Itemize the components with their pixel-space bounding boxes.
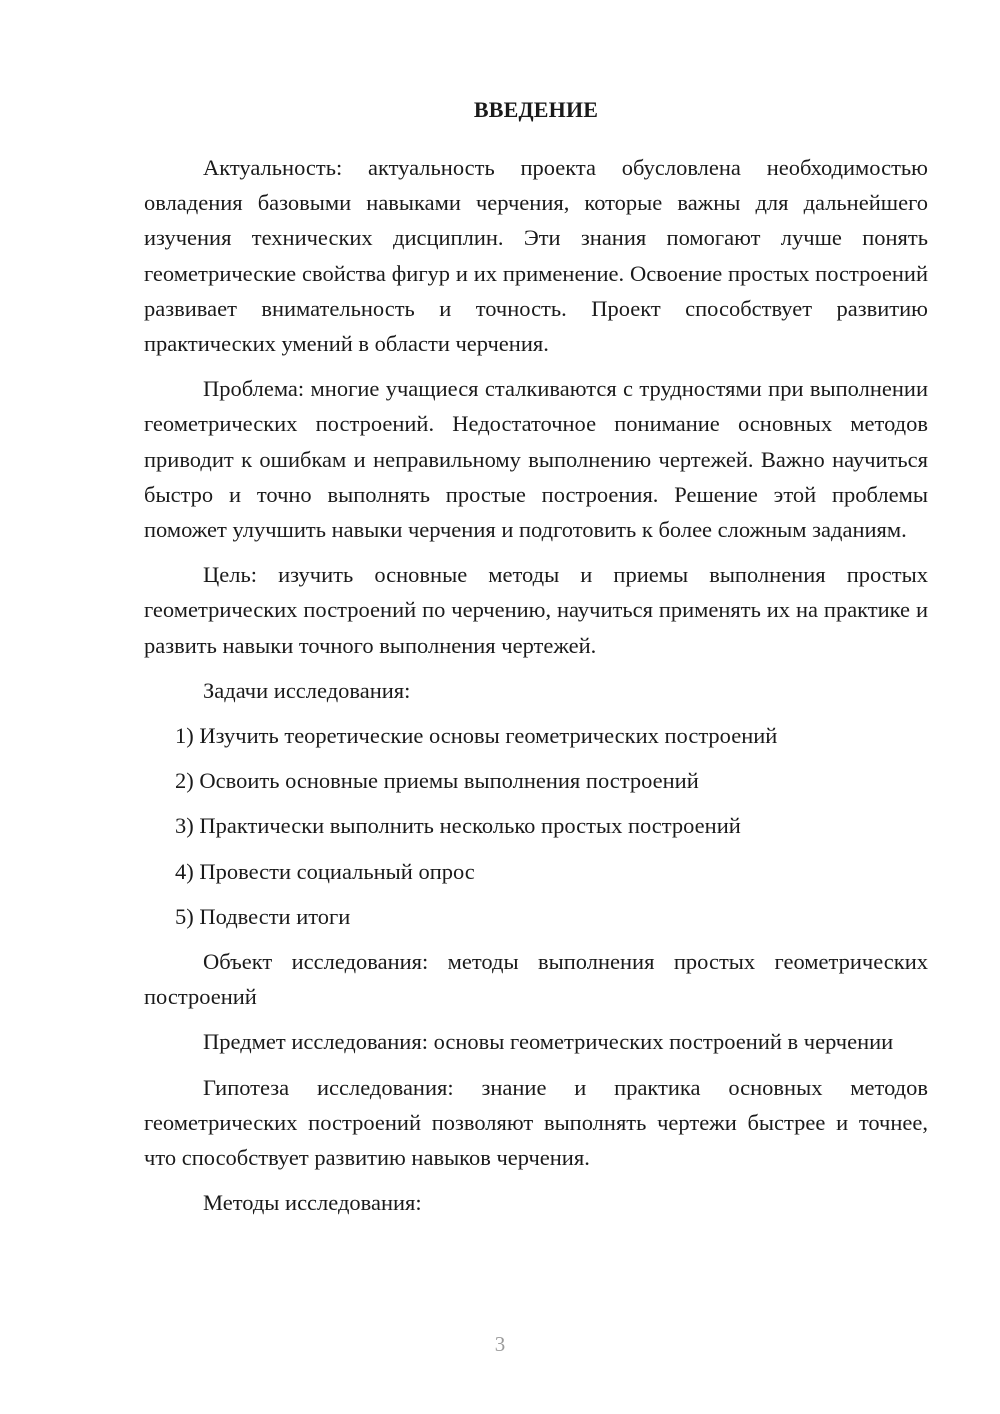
section-heading: ВВЕДЕНИЕ: [473, 97, 599, 122]
list-item: 3) Практически выполнить несколько простых построений: [175, 813, 741, 839]
goal-paragraph: Цель: изучить основные методы и приемы выполнения простых геометрических построений по черчению, научиться применять их на практике и развить навыки точного выполнения чертежей.: [144, 562, 928, 658]
list-item: 1) Изучить теоретические основы геометрических построений: [175, 723, 778, 749]
subject-paragraph: Предмет исследования: основы геометрических построений в черчении: [203, 1029, 894, 1055]
relevance-paragraph: Актуальность: актуальность проекта обусловлена необходимостью овладения базовыми навыками черчения, которые важны для дальнейшего изучения технических дисциплин. Эти знания помогают лучше понять геометрические свойства фигур и их применение. Освоение простых построений развивает внимательность и точность. Проект способствует развитию практических умений в области черчения.: [144, 155, 928, 357]
problem-paragraph: Проблема: многие учащиеся сталкиваются с трудностями при выполнении геометрических построений. Недостаточное понимание основных методов приводит к ошибкам и неправильному выполнению чертежей. Важно научиться быстро и точно выполнять простые построения. Решение этой проблемы поможет улучшить навыки черчения и подготовить к более сложным заданиям.: [144, 376, 928, 543]
page-number: 3: [494, 1332, 506, 1356]
page-content: [144, 92, 928, 1230]
methods-heading: Методы исследования:: [203, 1190, 422, 1216]
list-item: 5) Подвести итоги: [175, 903, 351, 929]
tasks-list: [144, 718, 928, 934]
tasks-heading: Задачи исследования:: [203, 677, 411, 703]
list-item: 2) Освоить основные приемы выполнения построений: [175, 768, 699, 794]
list-item: 4) Провести социальный опрос: [175, 858, 475, 884]
object-paragraph: Объект исследования: методы выполнения простых геометрических построений: [144, 949, 928, 1010]
hypothesis-paragraph: Гипотеза исследования: знание и практика основных методов геометрических построений позволяют выполнять чертежи быстрее и точнее, что способствует развитию навыков черчения.: [144, 1074, 928, 1171]
